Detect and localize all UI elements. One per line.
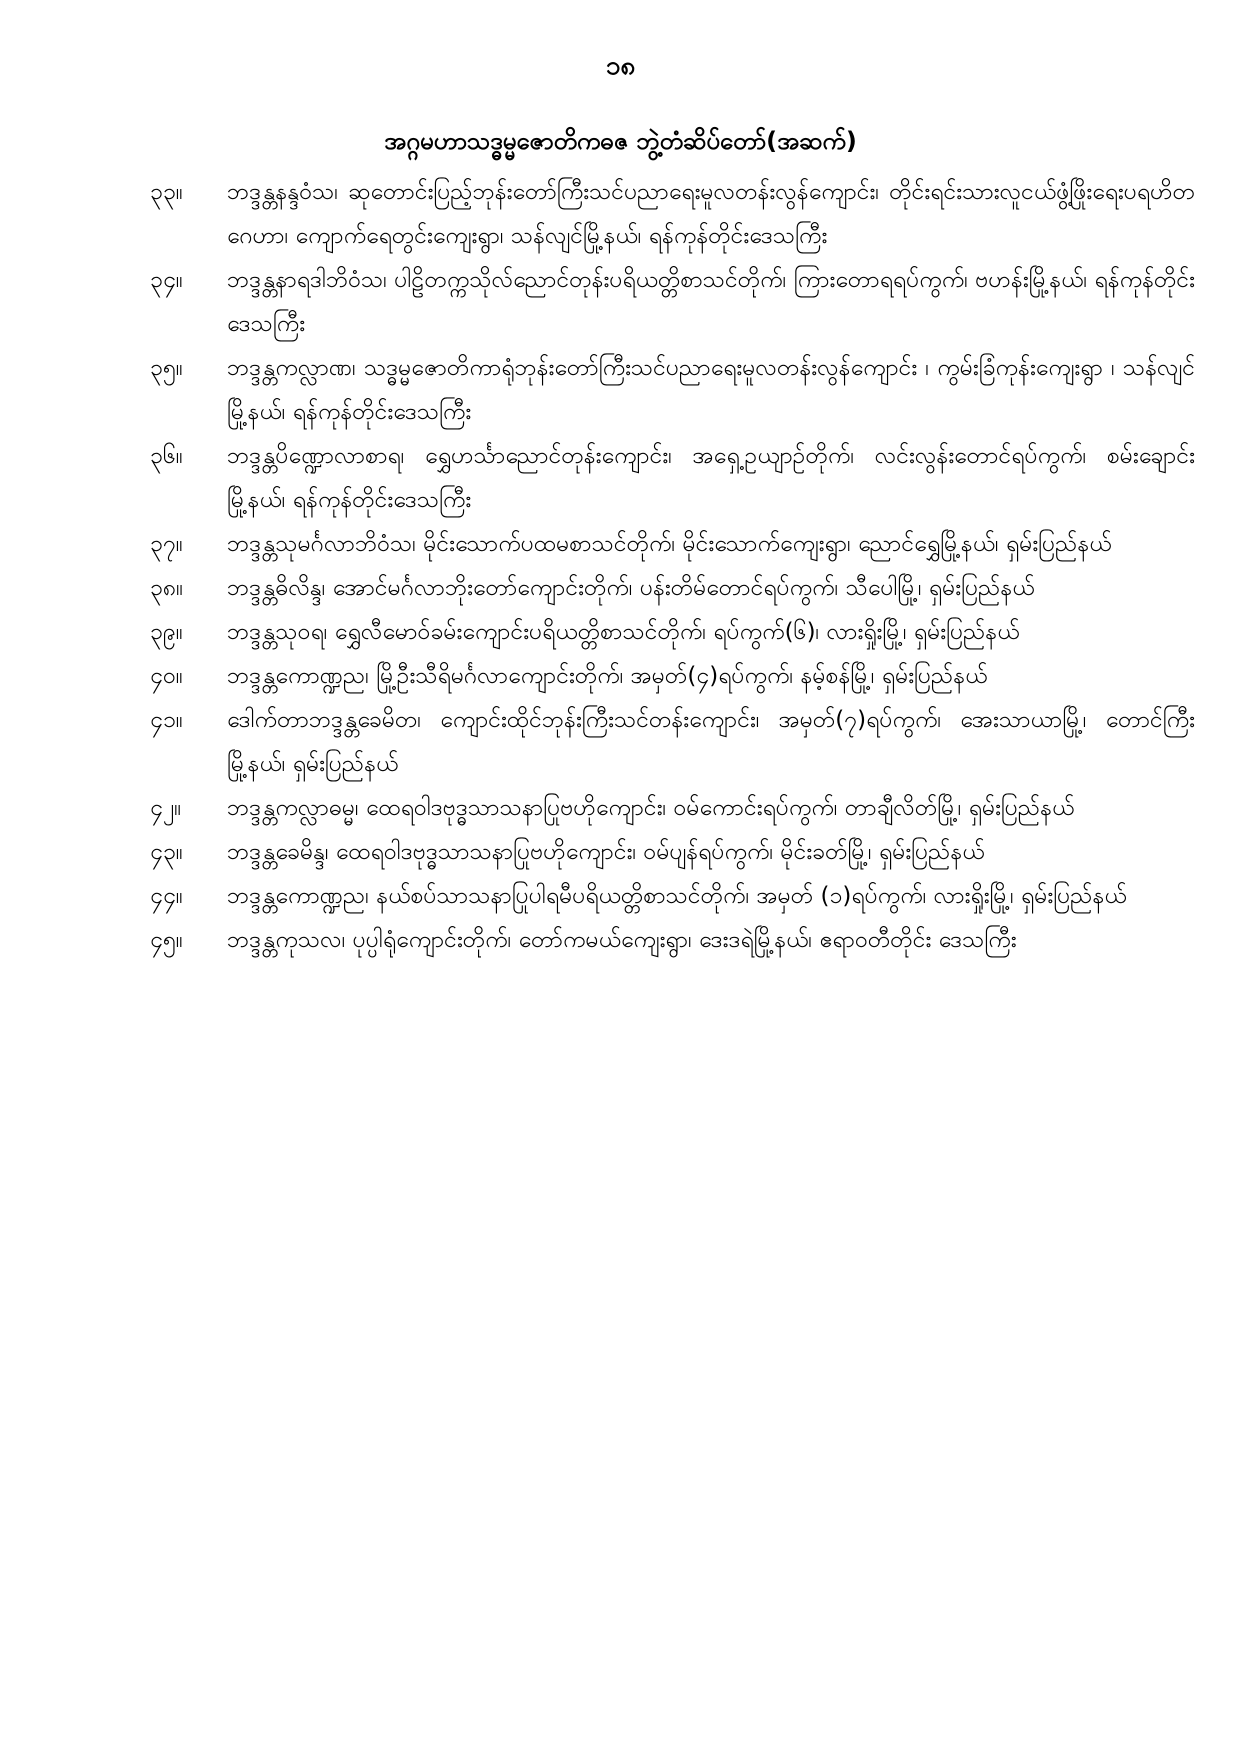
page-number: ၁၈ xyxy=(605,51,636,81)
list-item xyxy=(150,434,1195,522)
list-item xyxy=(150,610,1195,654)
list-item xyxy=(150,522,1195,566)
list-item xyxy=(150,170,1195,258)
entry-text: ဘဒ္ဒန္တကောဏ္ဍည၊ နယ်စပ်သာသနာပြုပါရမီပရိယတ္တိစာသင်တိုက်၊ အမှတ် (၁)ရပ်ကွက်၊ လားရှိုးမြို့၊ ရှမ်းပြည်နယ် xyxy=(227,883,1127,909)
entry-text: ဘဒ္ဒန္တကလ္လာဏ၊ သဒ္ဓမ္မဇောတိကာရုံဘုန်းတော်ကြီးသင်ပညာရေးမူလတန်းလွန်ကျောင်း ၊ ကွမ်းခြံကုန်းကျေးရွာ ၊ သန်လျင်မြို့နယ်၊ ရန်ကုန်တိုင်းဒေသကြီး xyxy=(227,355,1195,425)
entry-number: ၃၅။ xyxy=(150,355,183,381)
list-item xyxy=(150,566,1195,610)
entry-text: ဘဒ္ဒန္တသုဝရ၊ ရွှေလီမောဝ်ခမ်းကျောင်းပရိယတ္တိစာသင်တိုက်၊ ရပ်ကွက်(၆)၊ လားရှိုးမြို့၊ ရှမ်းပြည်နယ် xyxy=(227,619,1020,645)
entry-text: ဘဒ္ဒန္တပိဏ္ဍောလာစာရ၊ ရွှေဟင်္သာညောင်တုန်းကျောင်း၊ အရှေ့ဥယျာဉ်တိုက်၊ လင်းလွန်းတောင်ရပ်ကွက်၊ စမ်းချောင်းမြို့နယ်၊ ရန်ကုန်တိုင်းဒေသကြီး xyxy=(227,443,1195,513)
entry-number: ၃၆။ xyxy=(150,443,183,469)
entry-number: ၃၈။ xyxy=(150,575,184,601)
entry-text: ဘဒ္ဒန္တသုမင်္ဂလာဘိဝံသ၊ မိုင်းသောက်ပထမစာသင်တိုက်၊ မိုင်းသောက်ကျေးရွာ၊ ညောင်ရွှေမြို့နယ်၊ ရှမ်းပြည်နယ် xyxy=(227,531,1112,557)
entry-number: ၄၅။ xyxy=(150,927,183,953)
entry-text: ဒေါက်တာဘဒ္ဒန္တခေမိတ၊ ကျောင်းထိုင်ဘုန်းကြီးသင်တန်းကျောင်း၊ အမှတ်(၇)ရပ်ကွက်၊ အေးသာယာမြို့၊ တောင်ကြီးမြို့နယ်၊ ရှမ်းပြည်နယ် xyxy=(227,707,1195,777)
list-item xyxy=(150,786,1195,830)
list-item xyxy=(150,874,1195,918)
list-item xyxy=(150,698,1195,786)
list-item xyxy=(150,654,1195,698)
entry-number: ၃၉။ xyxy=(150,619,183,645)
list-item xyxy=(150,830,1195,874)
entry-number: ၃၄။ xyxy=(150,267,183,293)
entry-number: ၄၀။ xyxy=(150,663,183,689)
entry-text: ဘဒ္ဒန္တကောဏ္ဍည၊ မြို့ဦးသီရိမင်္ဂလာကျောင်းတိုက်၊ အမှတ်(၄)ရပ်ကွက်၊ နမ့်စန်မြို့၊ ရှမ်းပြည်နယ် xyxy=(227,663,988,689)
entry-text: ဘဒ္ဒန္တကုသလ၊ ပုပ္ပါရုံကျောင်းတိုက်၊ တော်ကမယ်ကျေးရွာ၊ ဒေးဒရဲမြို့နယ်၊ ဧရာဝတီတိုင်း ဒေသကြီး xyxy=(227,927,1017,953)
list-item xyxy=(150,346,1195,434)
entry-number: ၃၃။ xyxy=(150,179,183,205)
entry-number: ၃၇။ xyxy=(150,531,183,557)
entry-number: ၄၁။ xyxy=(150,707,183,733)
list-item xyxy=(150,918,1195,962)
entry-text: ဘဒ္ဒန္တနာရဒါဘိဝံသ၊ ပါဠိတက္ကသိုလ်ညောင်တုန်းပရိယတ္တိစာသင်တိုက်၊ ကြားတောရရပ်ကွက်၊ ဗဟန်းမြို့နယ်၊ ရန်ကုန်တိုင်းဒေသကြီး xyxy=(227,267,1195,337)
list-item xyxy=(150,258,1195,346)
entry-text: ဘဒ္ဒန္တနန္ဒဝံသ၊ ဆုတောင်းပြည့်ဘုန်းတော်ကြီးသင်ပညာရေးမူလတန်းလွန်ကျောင်း၊ တိုင်းရင်းသားလူငယ်ဖွံ့ဖြိုးရေးပရဟိတဂေဟာ၊ ကျောက်ရေတွင်းကျေးရွာ၊ သန်လျင်မြို့နယ်၊ ရန်ကုန်တိုင်းဒေသကြီး xyxy=(227,179,1195,249)
entry-number: ၄၄။ xyxy=(150,883,183,909)
entry-text: ဘဒ္ဒန္တဓိလိန္ဒ၊ အောင်မင်္ဂလာဘိုးတော်ကျောင်းတိုက်၊ ပန်းတိမ်တောင်ရပ်ကွက်၊ သီပေါမြို့၊ ရှမ်းပြည်နယ် xyxy=(227,575,1035,601)
entry-text: ဘဒ္ဒန္တခေမိန္ဒ၊ ထေရဝါဒဗုဒ္ဓသာသနာပြုဗဟိုကျောင်း၊ ဝမ်ပျန်ရပ်ကွက်၊ မိုင်းခတ်မြို့၊ ရှမ်းပြည်နယ် xyxy=(227,839,985,865)
entry-list xyxy=(150,170,1195,962)
entry-text: ဘဒ္ဒန္တကလ္လာဓမ္မ၊ ထေရဝါဒဗုဒ္ဓသာသနာပြုဗဟိုကျောင်း၊ ဝမ်ကောင်းရပ်ကွက်၊ တာချီလိတ်မြို့၊ ရှမ်းပြည်နယ် xyxy=(227,795,1075,821)
entry-number: ၄၂။ xyxy=(150,795,182,821)
page-title: အဂ္ဂမဟာသဒ္ဓမ္မဇောတိကဓဇ ဘွဲ့တံဆိပ်တော်(အဆက်) xyxy=(384,127,857,155)
entry-number: ၄၃။ xyxy=(150,839,183,865)
